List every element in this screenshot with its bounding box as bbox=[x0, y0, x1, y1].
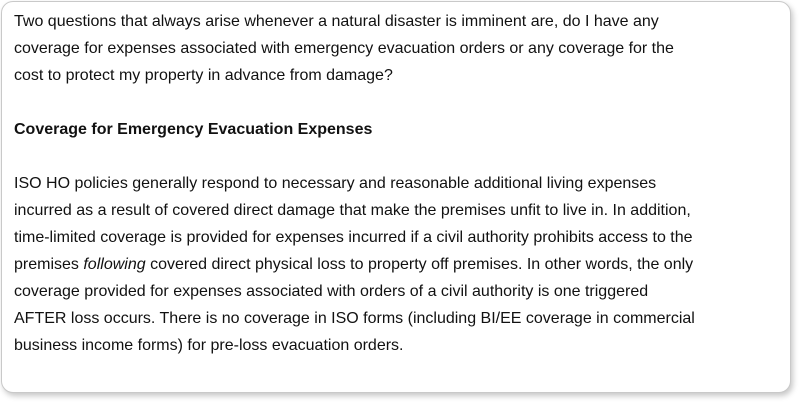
intro-line: Two questions that always arise whenever a natural disaster is imminent are, do I have any bbox=[14, 13, 659, 30]
body-line bbox=[14, 251, 778, 278]
italic-emphasis: following bbox=[83, 256, 146, 273]
body-line: incurred as a result of covered direct damage that make the premises unfit to live in. In addition, bbox=[14, 202, 691, 219]
body-line: ISO HO policies generally respond to necessary and reasonable additional living expenses bbox=[14, 175, 657, 192]
intro-paragraph bbox=[14, 8, 778, 89]
body-line-end: covered direct physical loss to property off premises. In other words, the only bbox=[145, 256, 694, 273]
body-paragraph bbox=[14, 170, 778, 359]
body-line: AFTER loss occurs. There is no coverage in ISO forms (including BI/EE coverage in commercial bbox=[14, 310, 695, 327]
section-heading: Coverage for Emergency Evacuation Expenses bbox=[14, 121, 373, 138]
body-line: coverage provided for expenses associated with orders of a civil authority is one triggered bbox=[14, 283, 649, 300]
intro-line: cost to protect my property in advance from damage? bbox=[14, 67, 393, 84]
body-line: business income forms) for pre-loss evacuation orders. bbox=[14, 337, 404, 354]
body-line-start: premises bbox=[14, 256, 84, 273]
intro-line: coverage for expenses associated with emergency evacuation orders or any coverage for the bbox=[14, 40, 674, 57]
article-card bbox=[1, 1, 791, 393]
body-line: time-limited coverage is provided for expenses incurred if a civil authority prohibits access to the bbox=[14, 229, 693, 246]
